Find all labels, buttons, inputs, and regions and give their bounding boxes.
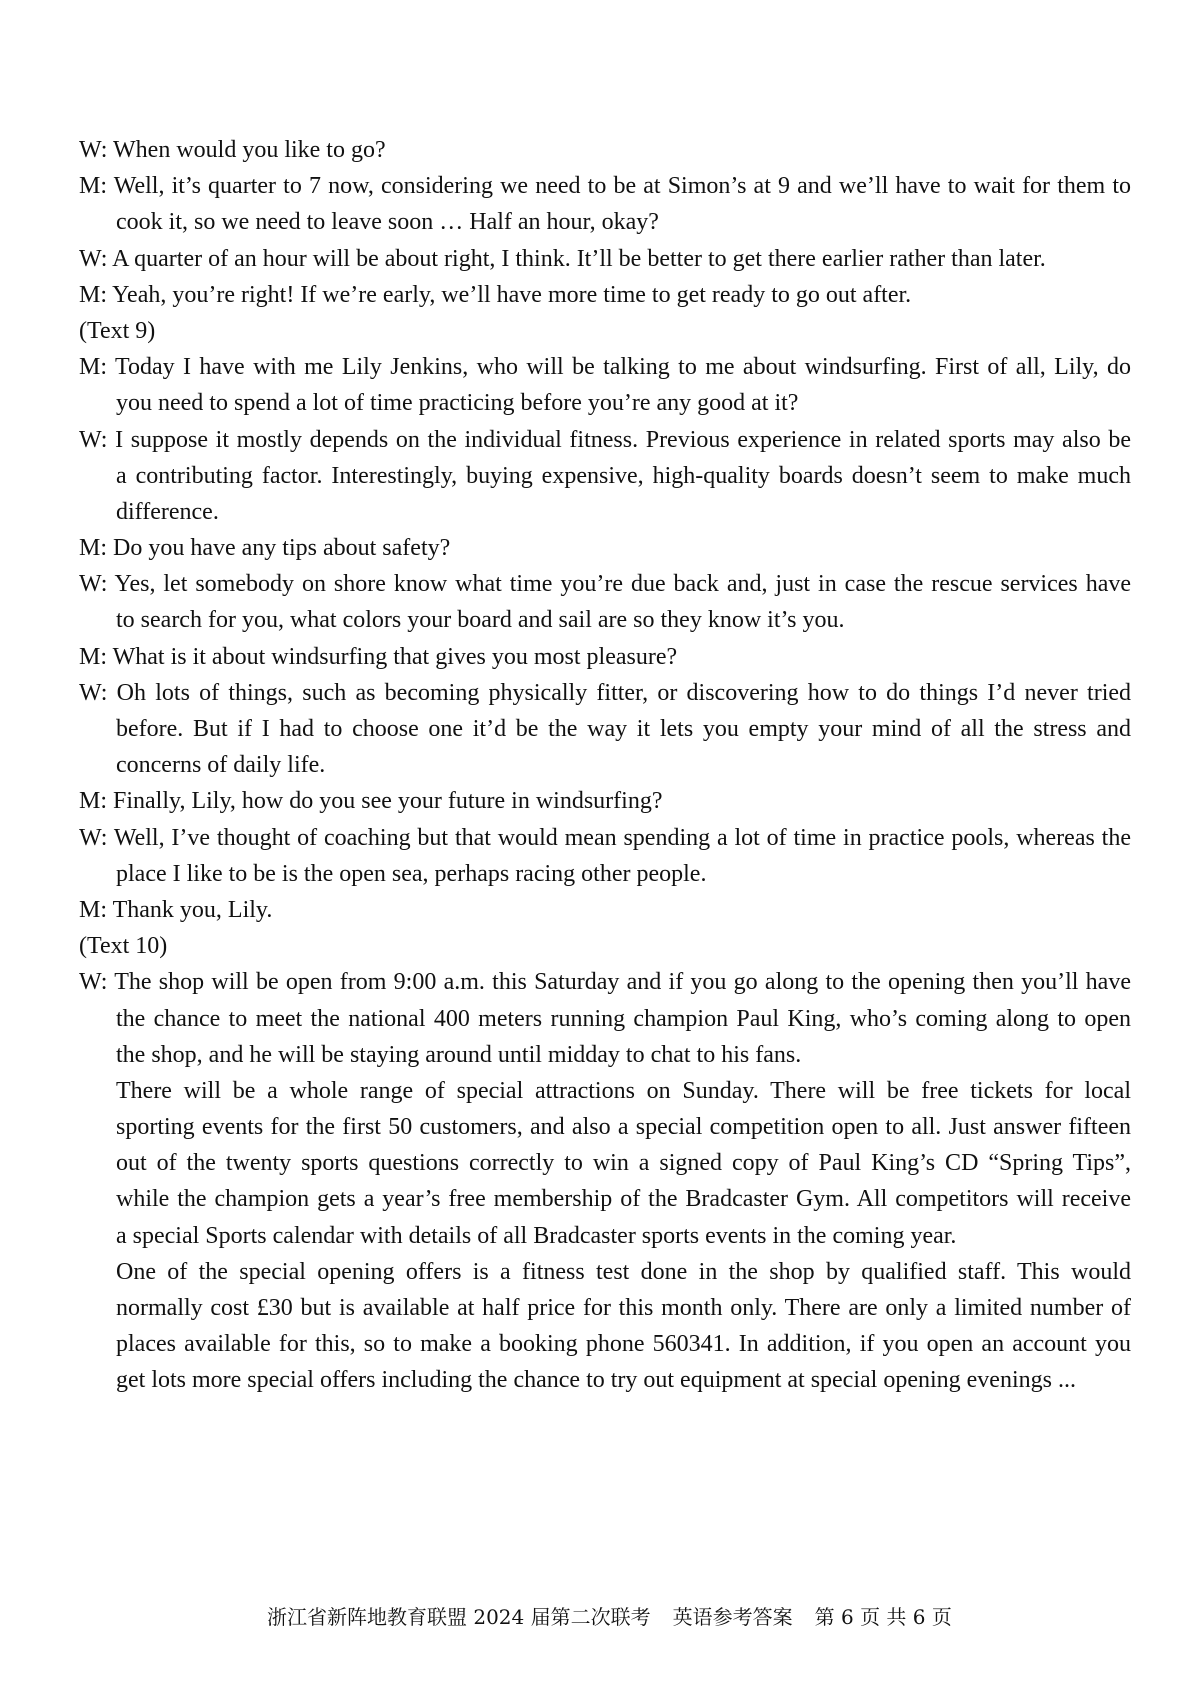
dialogue-turn [79,964,1131,1073]
line-text: concerns of daily life. [116,752,326,779]
speaker-label: W: [79,969,108,996]
dialogue-turn [79,892,1131,928]
continued-paragraph [79,1073,1131,1254]
speaker-label: W: [79,245,108,272]
transcript-line [79,168,1131,204]
speaker-label: W: [79,679,108,706]
transcript-line [79,1037,1131,1073]
transcript-line [79,204,1131,240]
dialogue-turn [79,566,1131,638]
transcript-line [79,1290,1131,1326]
dialogue-turn [79,530,1131,566]
line-text: The shop will be open from 9:00 a.m. this Saturday and if you go along to the opening then you’ll have [114,969,1131,996]
footer-exam-name: 浙江省新阵地教育联盟 2024 届第二次联考 [267,1605,651,1629]
transcript-line [79,241,1131,277]
line-text: There will be a whole range of special attractions on Sunday. There will be free tickets for local [116,1077,1131,1104]
line-text: Thank you, Lily. [112,896,273,923]
line-text: Well, it’s quarter to 7 now, considering we need to be at Simon’s at 9 and we’ll have to wait for them to [113,173,1131,200]
dialogue-turn [79,241,1131,277]
transcript-line [79,711,1131,747]
line-text: you need to spend a lot of time practicing before you’re any good at it? [116,390,799,417]
line-text: Do you have any tips about safety? [113,535,451,562]
transcript-line [79,1254,1131,1290]
page-footer [267,1602,952,1632]
dialogue-turn [79,639,1131,675]
footer-page-number: 第 6 页 共 6 页 [814,1605,952,1629]
line-text: difference. [116,498,219,525]
line-text: cook it, so we need to leave soon … Half an hour, okay? [116,209,659,236]
transcript [79,132,1131,1399]
dialogue-turn [79,675,1131,784]
section-heading: (Text 10) [79,933,168,960]
line-text: One of the special opening offers is a fitness test done in the shop by qualified staff. This would [116,1258,1131,1285]
line-text: Oh lots of things, such as becoming physically fitter, or discovering how to do things I’d never tried [116,679,1132,706]
line-text: a special Sports calendar with details of all Bradcaster sports events in the coming year. [116,1222,957,1249]
line-text: Yes, let somebody on shore know what time you’re due back and, just in case the rescue services have [114,571,1132,598]
line-text: Today I have with me Lily Jenkins, who will be talking to me about windsurfing. First of all, Lily, do [114,354,1131,381]
line-text: the shop, and he will be staying around until midday to chat to his fans. [116,1041,802,1068]
dialogue-turn [79,422,1131,531]
transcript-line [79,856,1131,892]
line-text: a contributing factor. Interestingly, buying expensive, high-quality boards doesn’t seem to make much [116,462,1131,489]
transcript-line [79,530,1131,566]
line-text: the chance to meet the national 400 meters running champion Paul King, who’s coming along to open [116,1005,1131,1032]
line-text: while the champion gets a year’s free membership of the Bradcaster Gym. All competitors will receive [116,1186,1131,1213]
line-text: When would you like to go? [113,137,386,163]
transcript-line [79,494,1131,530]
transcript-line [79,639,1131,675]
transcript-line [79,1326,1131,1362]
dialogue-turn [79,783,1131,819]
transcript-line [79,349,1131,385]
speaker-label: M: [79,354,108,381]
speaker-label: W: [79,824,108,851]
line-text: What is it about windsurfing that gives you most pleasure? [112,643,678,670]
transcript-line [79,675,1131,711]
line-text: normally cost £30 but is available at half price for this month only. There are only a limited number of [116,1295,1131,1321]
transcript-line [79,1109,1131,1145]
transcript-line [79,964,1131,1000]
transcript-line [79,783,1131,819]
transcript-line [79,385,1131,421]
speaker-label: W: [79,426,108,453]
transcript-line [79,1218,1131,1254]
line-text: Yeah, you’re right! If we’re early, we’ll have more time to get ready to go out after. [112,281,912,308]
transcript-line [79,1181,1131,1217]
transcript-line [79,422,1131,458]
section-heading: (Text 9) [79,317,156,344]
speaker-label: M: [79,788,108,815]
transcript-line [79,1001,1131,1037]
speaker-label: W: [79,571,108,598]
speaker-label: M: [79,173,108,200]
transcript-line [79,602,1131,638]
transcript-line [79,458,1131,494]
line-text: places available for this, so to make a booking phone 560341. In addition, if you open an account you [116,1331,1131,1358]
dialogue-turn [79,132,1131,168]
line-text: A quarter of an hour will be about right, I think. It’ll be better to get there earlier rather than later. [112,245,1046,272]
line-text: to search for you, what colors your board and sail are so they know it’s you. [116,607,845,634]
line-text: place I like to be is the open sea, perhaps racing other people. [116,860,707,887]
speaker-label: M: [79,896,108,923]
line-text: before. But if I had to choose one it’d be the way it lets you empty your mind of all the stress and [116,716,1131,742]
transcript-line [79,566,1131,602]
speaker-label: W: [79,137,108,163]
speaker-label: M: [79,281,108,308]
line-text: Finally, Lily, how do you see your future in windsurfing? [113,788,663,815]
transcript-line [79,747,1131,783]
line-text: Well, I’ve thought of coaching but that would mean spending a lot of time in practice pools, whereas the [113,824,1131,851]
line-text: sporting events for the first 50 customers, and also a special competition open to all. Just answer fifteen [116,1114,1131,1141]
transcript-line [79,1362,1131,1398]
speaker-label: M: [79,535,108,562]
line-text: I suppose it mostly depends on the individual fitness. Previous experience in related sports may also be [115,426,1131,453]
dialogue-turn [79,277,1131,313]
speaker-label: M: [79,643,108,670]
transcript-line [79,1145,1131,1181]
transcript-line [79,892,1131,928]
dialogue-turn [79,168,1131,240]
transcript-line [79,820,1131,856]
transcript-line [79,1073,1131,1109]
continued-paragraph [79,1254,1131,1399]
footer-subject: 英语参考答案 [672,1605,793,1629]
line-text: get lots more special offers including the chance to try out equipment at special opening evenings ... [116,1367,1076,1394]
dialogue-turn [79,349,1131,421]
dialogue-turn [79,820,1131,892]
transcript-line [79,132,1131,168]
line-text: out of the twenty sports questions correctly to win a signed copy of Paul King’s CD “Spring Tips”, [116,1150,1131,1177]
transcript-line [79,277,1131,313]
